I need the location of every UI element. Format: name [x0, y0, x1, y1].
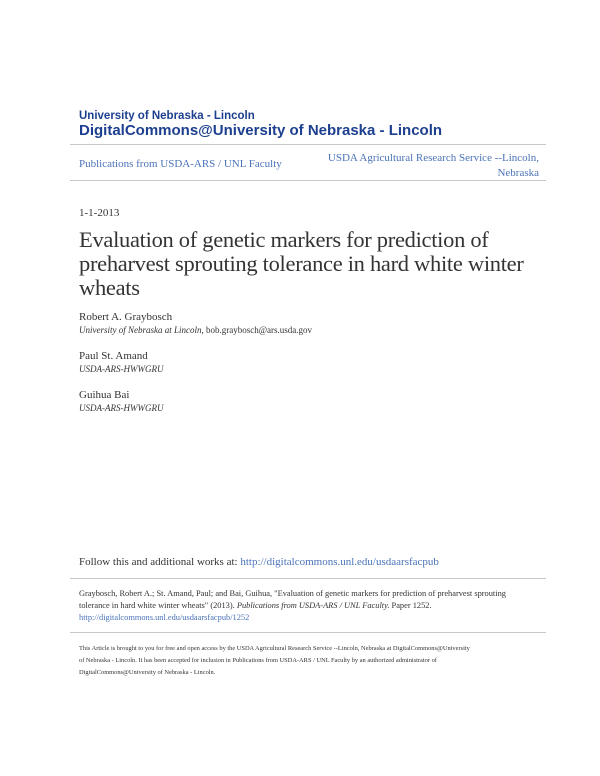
repository-link[interactable]: DigitalCommons@University of Nebraska - Lincoln — [79, 122, 443, 139]
affiliation-text: University of Nebraska at Lincoln — [79, 325, 202, 335]
follow-text: Follow this and additional works at: — [79, 556, 241, 568]
author-email: , bob.graybosch@ars.usda.gov — [201, 325, 313, 335]
institution-link[interactable]: University of Nebraska - Lincoln — [79, 110, 255, 122]
recommended-citation — [79, 588, 544, 624]
citation-paper-number: Paper 1252. — [389, 601, 432, 610]
publication-date: 1-1-2013 — [79, 207, 120, 219]
affiliation-text: USDA-ARS-HWWGRU — [79, 403, 164, 413]
author-affiliation — [79, 364, 163, 374]
author-name: Robert A. Graybosch — [79, 311, 173, 323]
parent-collection-line1: USDA Agricultural Research Service --Lincoln, — [327, 152, 539, 164]
notice-divider — [70, 632, 546, 633]
citation-line1: Graybosch, Robert A.; St. Amand, Paul; and Bai, Guihua, "Evaluation of genetic markers for prediction of preharvest sprouting — [79, 589, 506, 598]
access-notice — [79, 643, 549, 679]
parent-collection-link[interactable] — [309, 151, 539, 181]
follow-line — [79, 556, 439, 568]
notice-line2: of Nebraska - Lincoln. It has been accepted for inclusion in Publications from USDA-ARS / UNL Faculty by an authorized administrator of — [79, 657, 437, 664]
header-divider-bottom — [70, 180, 546, 181]
author-affiliation — [79, 403, 163, 413]
follow-link[interactable]: http://digitalcommons.unl.edu/usdaarsfacpub — [240, 556, 439, 568]
author-name: Paul St. Amand — [79, 350, 148, 362]
citation-divider — [70, 578, 546, 579]
citation-series: Publications from USDA-ARS / UNL Faculty. — [236, 601, 390, 610]
citation-link[interactable]: http://digitalcommons.unl.edu/usdaarsfacpub/1252 — [79, 613, 250, 622]
citation-text: tolerance in hard white winter wheats" (2013). — [79, 601, 237, 610]
affiliation-text: USDA-ARS-HWWGRU — [79, 364, 164, 374]
document-title: Evaluation of genetic markers for prediction of preharvest sprouting tolerance in hard white winter wheats — [79, 227, 524, 300]
notice-line1: This Article is brought to you for free and open access by the USDA Agricultural Research Service --Lincoln, Nebraska at DigitalCommons@University — [79, 645, 470, 652]
header-divider-top — [70, 144, 546, 145]
author-affiliation — [79, 325, 312, 335]
parent-collection-line2: Nebraska — [497, 167, 539, 179]
notice-line3: DigitalCommons@University of Nebraska - Lincoln. — [79, 669, 216, 676]
citation-line2 — [79, 600, 544, 612]
collection-link[interactable]: Publications from USDA-ARS / UNL Faculty — [79, 158, 282, 170]
author-name: Guihua Bai — [79, 389, 130, 401]
